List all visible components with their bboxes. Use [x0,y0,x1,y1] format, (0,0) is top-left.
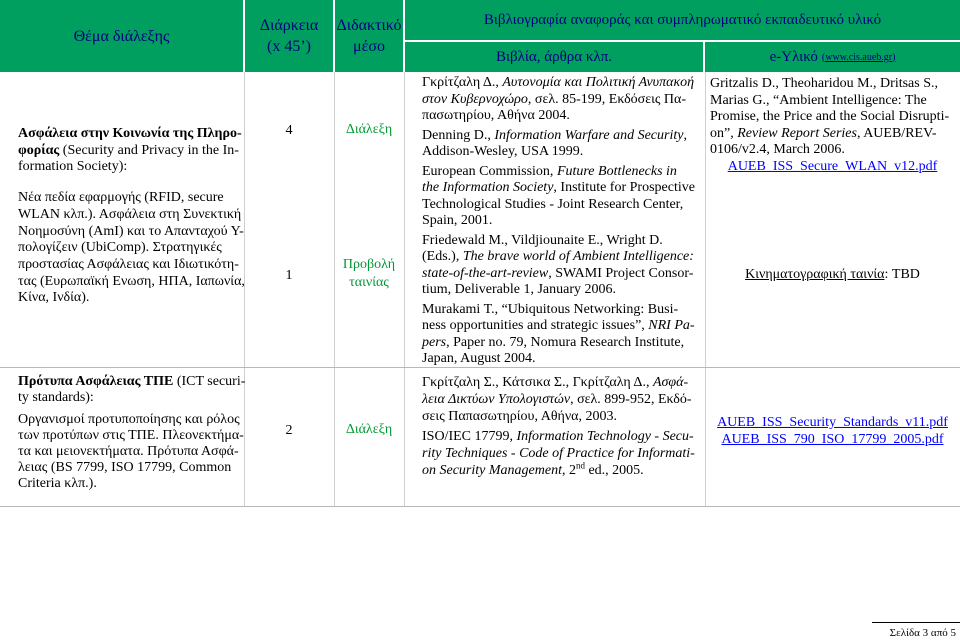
text-line [422,108,695,125]
medium-label: Προβολή [342,257,396,272]
text-line [18,374,245,390]
header-ematerial-site-link[interactable]: (www.cis.aueb.gr) [821,51,896,63]
text-segment: Information Technology - Secu- [516,429,694,445]
text-segment: ed., 2005. [584,462,644,478]
paragraph [422,233,695,299]
text-line [18,274,245,291]
text-line [422,180,695,197]
text-segment: European Commission, [422,163,557,179]
row1-duration-lecture: 4 [285,123,293,138]
paragraph [18,126,245,176]
text-line [422,460,695,480]
text-segment: Technological Studies - Joint Research Center, [422,196,684,212]
text-segment: Gritzalis D., Theoharidou M., Dritsas S., [710,76,938,91]
text-line [18,257,245,274]
paragraph [422,429,695,479]
text-line [710,76,949,93]
text-line [422,302,695,319]
row2-bibliography-cell [422,375,695,480]
header-ematerial-label: e-Υλικό [769,48,818,65]
medium-label: Διάλεξη [345,122,393,137]
text-line [422,409,695,426]
text-line [422,213,695,230]
header-ematerial [705,42,960,72]
row1-ematerial-citation [710,76,949,159]
paragraph [422,75,695,125]
header-medium-label-2: μέσο [353,38,385,55]
text-segment: Criteria κλπ.). [18,476,97,491]
film-label: Κινηματογραφική ταινία [745,267,885,282]
text-segment: Νοημοσύνη (AmI) και το Απανταχού Υ- [18,223,244,239]
text-line [422,335,695,352]
text-line [18,390,245,406]
text-line [18,207,245,224]
text-segment: τας (Ευρωπαϊκή Ενωση, ΗΠΑ, Ιαπωνία, [18,273,245,289]
text-segment: Promise, the Price and the Social Disrupti- [710,109,950,124]
text-line [18,240,245,257]
text-segment: , Institute for Prospective [553,180,695,195]
row1-duration-film: 1 [285,268,293,283]
text-segment: Future Bottlenecks in [556,163,677,179]
text-segment: , Paper no. 79, Nomura Research Institute, [446,334,685,350]
text-line [18,126,245,143]
header-duration-unit: (x 45’) [267,38,311,55]
text-segment: , SWAMI Project Consor- [548,265,694,281]
text-line [18,428,245,444]
paragraph [422,128,695,161]
row-divider [0,506,960,507]
row2-ematerial-files [705,414,960,448]
paragraph [422,302,695,368]
text-segment: στον Κυβερνοχώρο [422,91,528,107]
text-line [422,282,695,299]
text-line [18,224,245,241]
text-segment: on”, [710,125,738,141]
header-topic [0,0,243,72]
text-segment: NRI Pa- [648,318,695,333]
text-line [422,375,695,392]
text-segment: Review Report Series [737,125,857,141]
paragraph [18,374,245,406]
film-value: : TBD [884,267,920,282]
text-line [422,75,695,92]
header-duration [245,0,333,72]
text-segment: προστασίας Ασφάλειας και Ιδιωτικότη- [18,256,239,272]
header-topic-label: Θέμα διάλεξης [73,27,170,45]
text-segment: WLAN κλπ.). Ασφάλεια στη Συνεκτική [18,206,242,222]
text-line [422,318,695,335]
text-segment: Denning D., [422,127,495,143]
text-line [422,197,695,214]
text-line [422,92,695,109]
text-line [422,429,695,446]
text-segment: λεια Δικτύων Υπολογιστών [422,391,571,407]
text-segment: ness opportunities and strategic issues”, [422,318,649,333]
text-segment: Information Warfare and Security [494,127,684,143]
text-segment: Οργανισμοί προτυποποίησης και ρόλος [18,412,240,427]
header-bibliography [405,0,960,40]
pdf-file-link[interactable]: AUEB_ISS_Secure_WLAN_v12.pdf [727,159,938,174]
text-segment: state-of-the-art-review [422,265,549,281]
text-segment: Νέα πεδία εφαρμογής (RFID, secure [18,190,224,206]
text-line [422,446,695,463]
text-line [18,159,245,176]
text-segment: tium, Deliverable 1, January 2006. [422,282,617,297]
row2-duration-lecture: 2 [285,423,293,438]
text-segment: Japan, August 2004. [422,351,536,366]
text-line [18,460,245,476]
text-segment: Friedewald M., Vildjiounaite E., Wright D. [422,232,663,248]
text-line [710,93,949,110]
row2-topic-cell [18,374,245,492]
medium-label: ταινίας [349,275,389,290]
paragraph [422,164,695,230]
row1-topic-cell [18,126,245,307]
text-segment: , [683,127,687,143]
column-divider [404,72,405,506]
text-line [18,143,245,160]
text-segment: pers [422,334,447,350]
text-segment: των προτύπων στις ΤΠΕ. Πλεονεκτήμα- [18,428,244,443]
text-segment: Addison-Wesley, USA 1999. [422,144,584,159]
header-books-label: Βιβλία, άρθρα κλπ. [495,48,613,65]
text-line [422,351,695,368]
text-segment: λειας (BS 7799, ISO 17799, Common [18,460,232,475]
text-segment: ISO/IEC 17799, [422,429,517,445]
text-segment: , 2 [561,462,576,478]
header-duration-label: Διάρκεια [259,17,319,34]
text-line [422,144,695,161]
header-medium [335,0,403,72]
text-line [710,109,949,126]
text-segment: , σελ. 899-952, Εκδό- [570,391,692,407]
text-segment: Κίνα, Ινδία). [18,290,90,306]
text-line [422,392,695,409]
medium-label: Διάλεξη [345,422,393,437]
text-line [18,290,245,307]
row1-ematerial-files [705,158,960,175]
text-line [18,444,245,460]
text-line [422,266,695,283]
text-segment: Murakami T., “Ubiquitous Networking: Busi- [422,301,679,317]
text-line [422,249,695,266]
row2-medium-lecture [335,421,403,439]
row1-film-entry [705,266,960,283]
text-segment: The brave world of Ambient Intelligence: [462,249,694,264]
row1-bibliography-cell [422,75,695,368]
text-segment: , AUEB/REV- [856,125,937,141]
text-segment: Γκρίτζαλη Σ., Κάτσικα Σ., Γκρίτζαλη Δ., [422,375,653,390]
text-segment: πολογίζειν (UbiComp). Στρατηγικές [18,240,222,256]
text-segment: (Eds.), [422,249,463,264]
text-segment: (Security and Privacy in the In- [59,142,239,158]
text-segment: Marias G., “Ambient Intelligence: The [710,92,927,108]
row1-medium-lecture [335,121,403,139]
text-segment: , σελ. 85-199, Εκδόσεις Πα- [527,91,687,107]
header-medium-label: Διδακτικό [336,17,402,34]
text-segment: πασωτηρίου, Αθήνα 2004. [422,108,570,123]
text-segment: Ασφά- [652,375,689,390]
paragraph [18,190,245,307]
row1-medium-film [335,256,403,292]
text-segment: (ICT securi- [173,374,246,389]
text-segment: the Information Society [422,180,554,195]
text-line [422,233,695,250]
header-bibliography-label: Βιβλιογραφία αναφοράς και συμπληρωματικό εκπαιδευτικό υλικό [483,11,882,28]
text-line [18,412,245,428]
text-segment: Ασφάλεια στην Κοινωνία της Πληρο- [18,126,242,141]
text-line [18,190,245,207]
text-segment: Αυτονομία και Πολιτική Ανυπακοή [502,75,695,90]
paragraph [18,412,245,492]
text-segment: 0106/v2.4, March 2006. [710,142,845,157]
text-segment: ty standards): [18,390,94,405]
pdf-file-link[interactable]: AUEB_ISS_790_ISO_17799_2005.pdf [721,432,944,447]
text-line [18,476,245,492]
text-segment: φορίας [18,142,60,158]
text-segment: τα και μειονεκτήματα. Πρότυπα Ασφά- [18,444,239,459]
paragraph [710,76,949,159]
header-books [405,42,703,72]
paragraph [422,375,695,425]
text-line [422,164,695,181]
text-segment: Πρότυπα Ασφάλειας ΤΠΕ [18,374,174,389]
text-segment: Γκρίτζαλη Δ., [422,75,503,90]
page-number: Σελίδα 3 από 5 [872,622,960,642]
superscript-text: nd [575,460,585,471]
text-line [710,126,949,143]
text-segment: formation Society): [18,159,128,175]
text-line [710,142,949,159]
text-segment: on Security Management [422,462,562,478]
text-segment: Spain, 2001. [422,213,493,228]
text-segment: σεις Παπασωτηρίου, Αθήνα, 2003. [422,408,618,424]
pdf-file-link[interactable]: AUEB_ISS_Security_Standards_v11.pdf [717,415,948,430]
text-line [422,128,695,145]
text-segment: rity Techniques - Code of Practice for Informati- [422,446,695,462]
